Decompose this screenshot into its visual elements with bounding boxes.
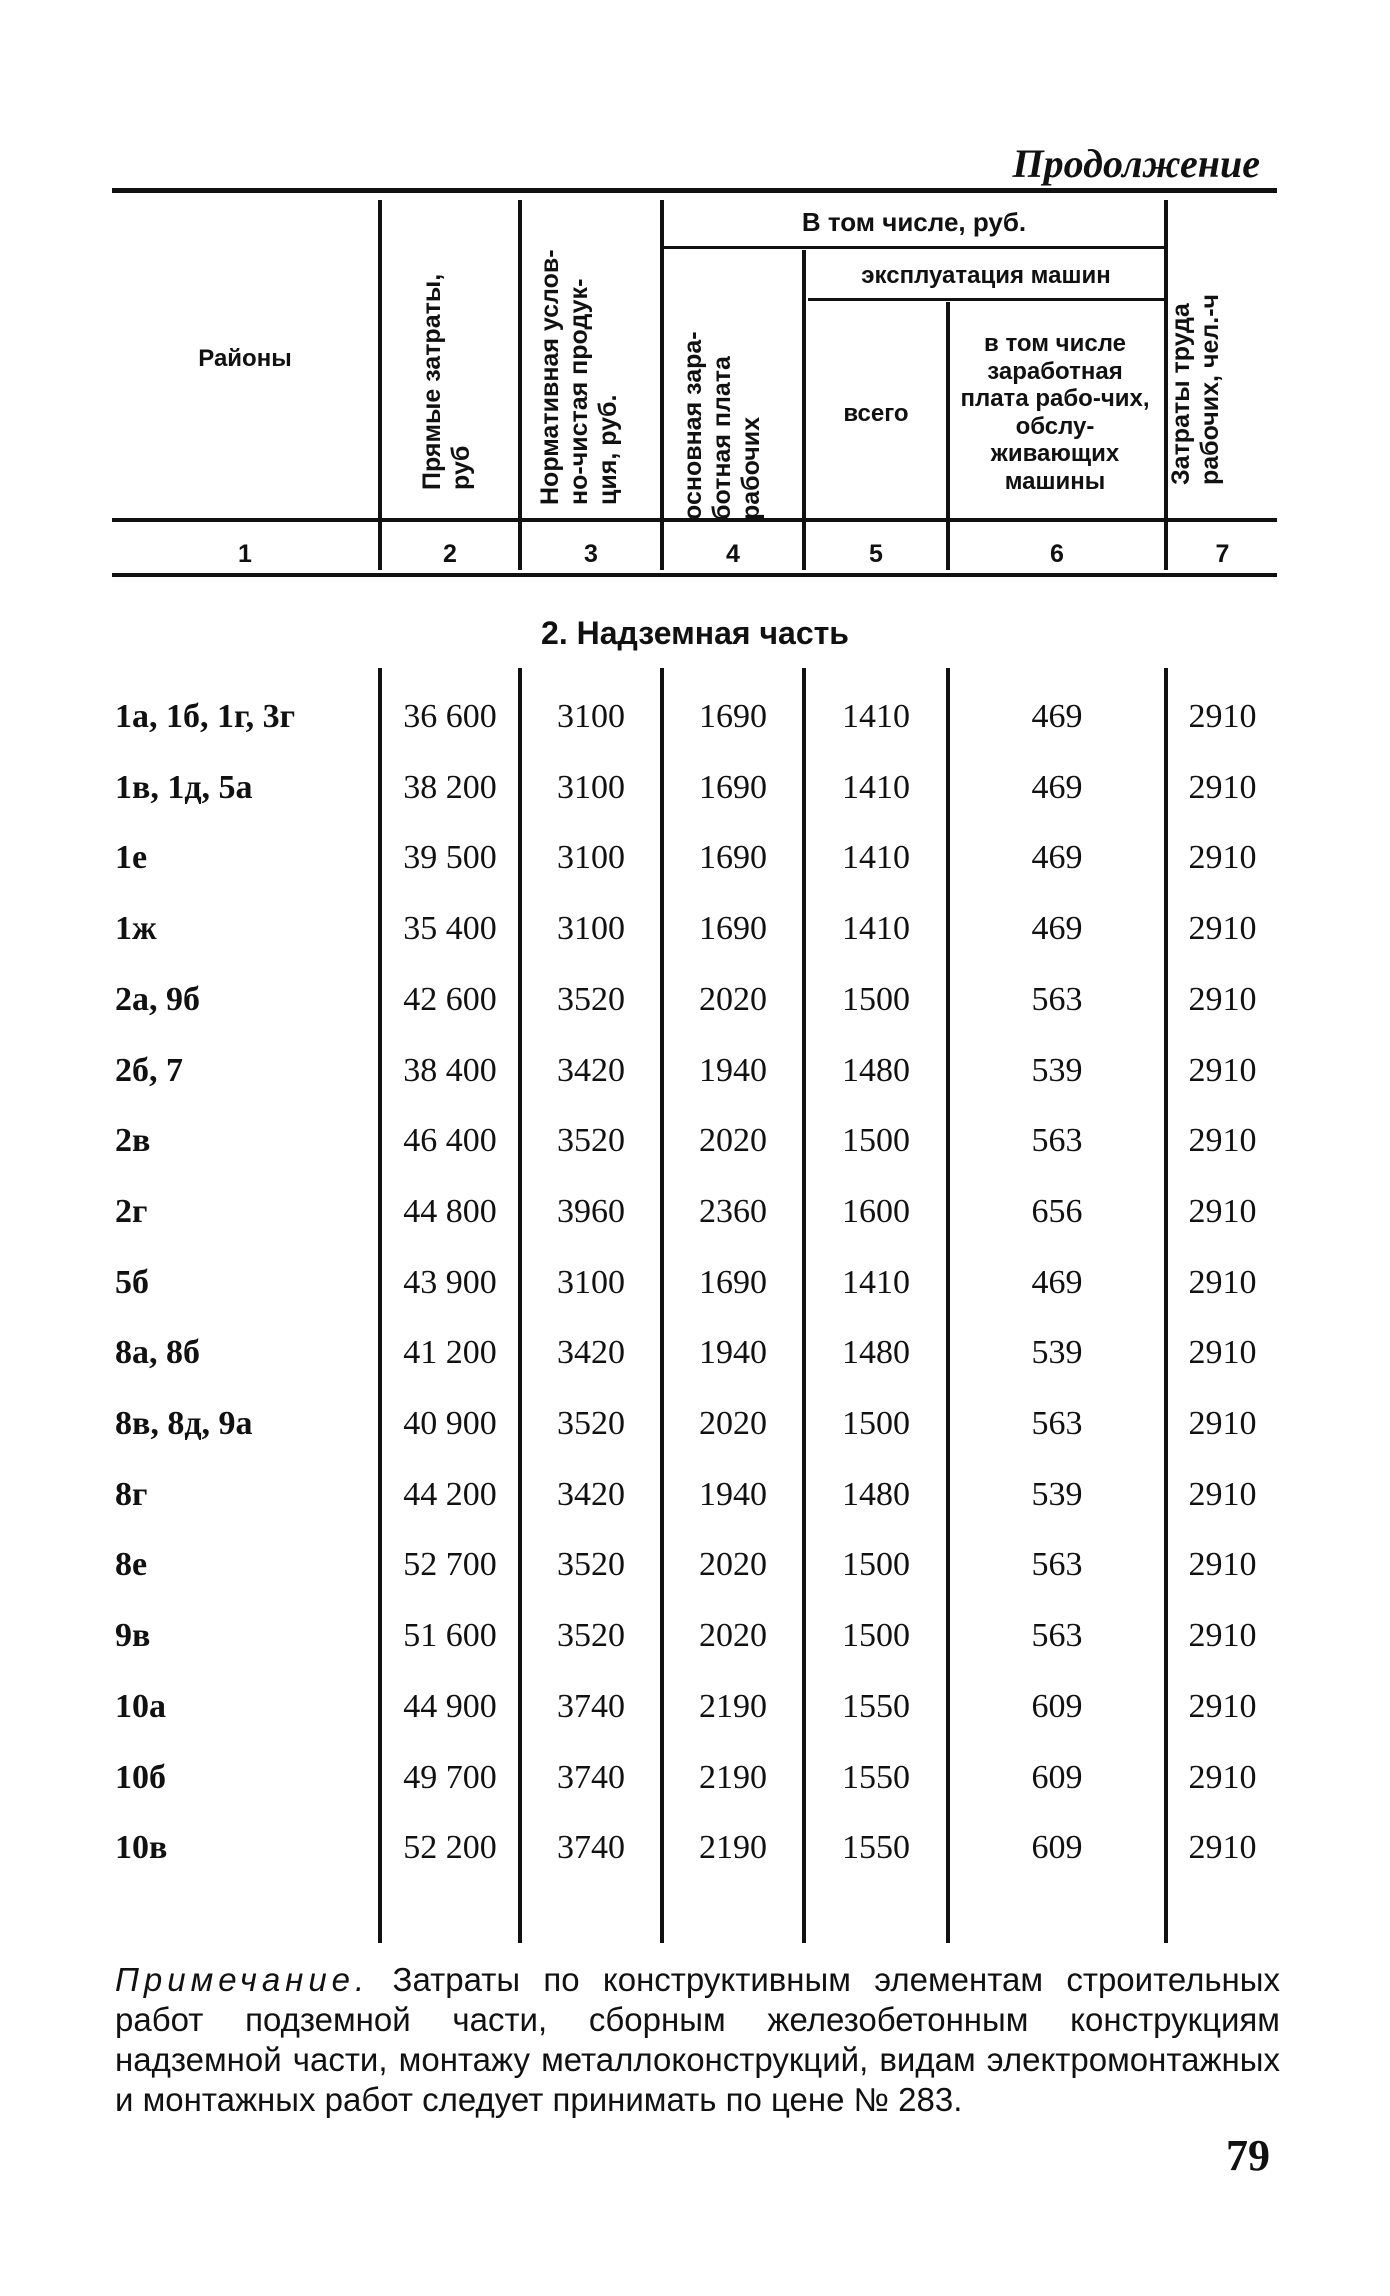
header-total: всего: [843, 400, 909, 427]
value-cell-c7: 2910: [1188, 910, 1257, 947]
value-cell-c7: 2910: [1188, 769, 1257, 806]
value-cell-c4: 2020: [699, 981, 767, 1018]
value-cell-c2: 38 400: [403, 1052, 497, 1089]
note: [115, 1960, 1280, 2120]
value-cell-c4: 1940: [699, 1052, 767, 1089]
colnum-2: 2: [443, 540, 457, 568]
value-cell-c3: 3100: [557, 769, 625, 806]
value-cell-c3: 3520: [557, 1405, 625, 1442]
colnum-5: 5: [869, 540, 883, 568]
value-cell-c4: 1690: [699, 698, 767, 735]
value-cell-c5: 1500: [842, 1405, 910, 1442]
header-including: В том числе, руб.: [801, 207, 1027, 237]
region-cell: 8г: [115, 1476, 148, 1513]
value-cell-c4: 1690: [699, 839, 767, 876]
value-cell-c3: 3420: [557, 1052, 625, 1089]
value-cell-c6: 563: [1031, 1405, 1083, 1442]
region-cell: 1е: [115, 839, 148, 876]
value-cell-c5: 1480: [842, 1052, 910, 1089]
value-cell-c5: 1410: [842, 698, 910, 735]
region-cell: 2а, 9б: [115, 981, 200, 1018]
value-cell-c7: 2910: [1188, 839, 1257, 876]
value-cell-c5: 1500: [842, 981, 910, 1018]
header-vline-5: [946, 302, 950, 570]
value-cell-c3: 3740: [557, 1688, 625, 1725]
value-cell-c6: 563: [1031, 981, 1083, 1018]
header-incl-wages: в том числе заработная плата рабо-чих, обслу-живающих машины: [960, 330, 1150, 495]
value-cell-c4: 1690: [699, 769, 767, 806]
value-cell-c2: 41 200: [403, 1334, 497, 1371]
value-cell-c5: 1500: [842, 1617, 910, 1654]
value-cell-c6: 469: [1031, 1264, 1083, 1301]
value-cell-c6: 469: [1031, 910, 1083, 947]
value-cell-c3: 3740: [557, 1829, 625, 1866]
value-cell-c5: 1480: [842, 1334, 910, 1371]
value-cell-c3: 3420: [557, 1476, 625, 1513]
value-cell-c2: 42 600: [403, 981, 497, 1018]
header-regions: Районы: [198, 345, 292, 372]
value-cell-c6: 563: [1031, 1122, 1083, 1159]
region-cell: 10б: [115, 1759, 166, 1796]
header-vline-3: [660, 200, 664, 570]
colnum-1: 1: [238, 540, 252, 568]
value-cell-c3: 3960: [557, 1193, 625, 1230]
region-cell: 1ж: [115, 910, 157, 947]
value-cell-c7: 2910: [1188, 1193, 1257, 1230]
value-cell-c6: 469: [1031, 698, 1083, 735]
value-cell-c3: 3520: [557, 1617, 625, 1654]
value-cell-c2: 51 600: [403, 1617, 497, 1654]
value-cell-c6: 539: [1031, 1052, 1083, 1089]
value-cell-c5: 1410: [842, 1264, 910, 1301]
note-text: Затраты по конструктивным элементам строительных работ подземной части, сборным железобетонным конструкциям надземной части, монтажу металлоконструкций, видам электромонтажных и монтажных работ следует принимать по цене № 283.: [115, 1961, 1280, 2118]
header-vline-1: [378, 200, 382, 570]
value-cell-c7: 2910: [1188, 1405, 1257, 1442]
machine-rule: [808, 298, 1164, 301]
header-base-wages: основная зара-ботная плата рабочих: [679, 331, 765, 520]
value-cell-c7: 2910: [1188, 1476, 1257, 1513]
value-cell-c6: 609: [1031, 1829, 1083, 1866]
value-cell-c3: 3100: [557, 698, 625, 735]
value-cell-c3: 3520: [557, 981, 625, 1018]
value-cell-c3: 3100: [557, 910, 625, 947]
value-cell-c7: 2910: [1188, 1617, 1257, 1654]
region-cell: 5б: [115, 1264, 149, 1301]
value-cell-c7: 2910: [1188, 1759, 1257, 1796]
region-cell: 2в: [115, 1122, 151, 1159]
region-cell: 8а, 8б: [115, 1334, 200, 1371]
value-cell-c6: 563: [1031, 1617, 1083, 1654]
value-cell-c5: 1410: [842, 839, 910, 876]
value-cell-c5: 1500: [842, 1122, 910, 1159]
region-cell: 9в: [115, 1617, 151, 1654]
value-cell-c6: 656: [1031, 1193, 1083, 1230]
header-machine-operation: эксплуатация машин: [861, 262, 1111, 289]
value-cell-c2: 43 900: [403, 1264, 497, 1301]
continuation-label: Продолжение: [1012, 141, 1260, 186]
value-cell-c4: 2360: [699, 1193, 767, 1230]
value-cell-c5: 1550: [842, 1688, 910, 1725]
value-cell-c2: 44 900: [403, 1688, 497, 1725]
value-cell-c2: 44 200: [403, 1476, 497, 1513]
value-cell-c2: 52 200: [403, 1829, 497, 1866]
colnum-4: 4: [726, 540, 740, 568]
region-cell: 1в, 1д, 5а: [115, 769, 253, 806]
value-cell-c3: 3520: [557, 1122, 625, 1159]
value-cell-c6: 563: [1031, 1546, 1083, 1583]
value-cell-c2: 38 200: [403, 769, 497, 806]
region-cell: 8в, 8д, 9а: [115, 1405, 253, 1442]
value-cell-c5: 1550: [842, 1759, 910, 1796]
colnum-bottom-rule: [112, 573, 1277, 577]
region-cell: 10в: [115, 1829, 168, 1866]
value-cell-c2: 35 400: [403, 910, 497, 947]
header-direct-costs: Прямые затраты, руб: [418, 273, 475, 490]
table-top-rule: [112, 188, 1277, 193]
value-cell-c4: 2020: [699, 1122, 767, 1159]
value-cell-c4: 2190: [699, 1688, 767, 1725]
value-cell-c6: 539: [1031, 1334, 1083, 1371]
value-cell-c5: 1410: [842, 910, 910, 947]
value-cell-c5: 1410: [842, 769, 910, 806]
value-cell-c4: 2020: [699, 1405, 767, 1442]
region-cell: 2г: [115, 1193, 148, 1230]
value-cell-c6: 539: [1031, 1476, 1083, 1513]
page-number: 79: [1226, 2131, 1270, 2180]
value-cell-c6: 609: [1031, 1759, 1083, 1796]
value-cell-c5: 1480: [842, 1476, 910, 1513]
value-cell-c4: 2190: [699, 1829, 767, 1866]
value-cell-c4: 2190: [699, 1759, 767, 1796]
region-cell: 1а, 1б, 1г, 3г: [115, 698, 296, 735]
value-cell-c2: 40 900: [403, 1405, 497, 1442]
region-cell: 8е: [115, 1546, 148, 1583]
colnum-6: 6: [1050, 540, 1064, 568]
value-cell-c6: 609: [1031, 1688, 1083, 1725]
header-normative: Нормативная услов-но-чистая продук-ция, руб.: [536, 249, 622, 505]
colnum-3: 3: [584, 540, 598, 568]
value-cell-c2: 49 700: [403, 1759, 497, 1796]
value-cell-c5: 1600: [842, 1193, 910, 1230]
value-cell-c2: 46 400: [403, 1122, 497, 1159]
section-title: 2. Надземная часть: [541, 615, 849, 651]
value-cell-c5: 1500: [842, 1546, 910, 1583]
value-cell-c6: 469: [1031, 839, 1083, 876]
including-rule: [664, 246, 1164, 249]
value-cell-c3: 3520: [557, 1546, 625, 1583]
header-vline-2: [518, 200, 522, 570]
value-cell-c7: 2910: [1188, 1546, 1257, 1583]
value-cell-c3: 3100: [557, 839, 625, 876]
value-cell-c2: 44 800: [403, 1193, 497, 1230]
value-cell-c7: 2910: [1188, 981, 1257, 1018]
colnum-7: 7: [1215, 540, 1230, 568]
value-cell-c7: 2910: [1188, 1688, 1257, 1725]
header-labor-costs: Затраты труда рабочих, чел.-ч: [1167, 293, 1224, 485]
value-cell-c6: 469: [1031, 769, 1083, 806]
value-cell-c4: 1940: [699, 1476, 767, 1513]
region-cell: 2б, 7: [115, 1052, 183, 1089]
value-cell-c3: 3420: [557, 1334, 625, 1371]
value-cell-c7: 2910: [1188, 1052, 1257, 1089]
value-cell-c4: 2020: [699, 1546, 767, 1583]
value-cell-c5: 1550: [842, 1829, 910, 1866]
value-cell-c7: 2910: [1188, 698, 1257, 735]
value-cell-c3: 3100: [557, 1264, 625, 1301]
region-cell: 10а: [115, 1688, 166, 1725]
value-cell-c4: 1690: [699, 1264, 767, 1301]
value-cell-c4: 1940: [699, 1334, 767, 1371]
value-cell-c4: 1690: [699, 910, 767, 947]
value-cell-c4: 2020: [699, 1617, 767, 1654]
value-cell-c7: 2910: [1188, 1122, 1257, 1159]
value-cell-c7: 2910: [1188, 1264, 1257, 1301]
value-cell-c2: 39 500: [403, 839, 497, 876]
value-cell-c7: 2910: [1188, 1334, 1257, 1371]
value-cell-c2: 52 700: [403, 1546, 497, 1583]
value-cell-c7: 2910: [1188, 1829, 1257, 1866]
value-cell-c3: 3740: [557, 1759, 625, 1796]
note-lead: Примечание.: [115, 1961, 370, 1998]
value-cell-c2: 36 600: [403, 698, 497, 735]
